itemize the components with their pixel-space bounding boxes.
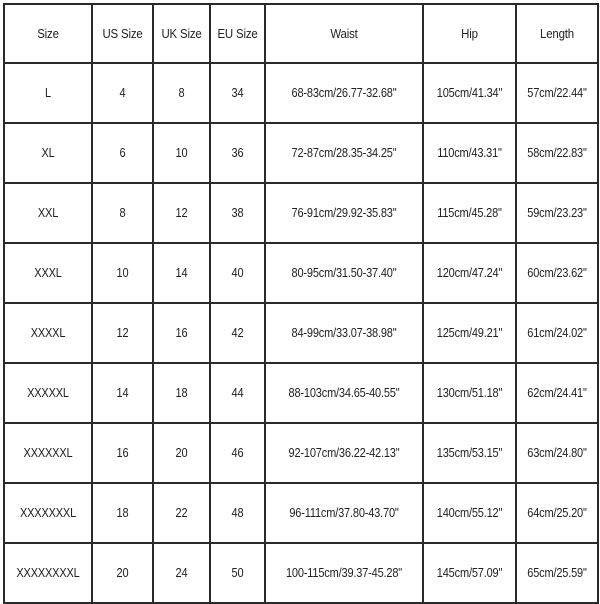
cell-length: 60cm/23.62"	[521, 243, 593, 303]
cell-hip: 110cm/43.31"	[429, 123, 511, 183]
cell-us-size: 20	[96, 543, 150, 603]
cell-waist: 96-111cm/37.80-43.70"	[274, 483, 413, 543]
header-length: Length	[521, 4, 593, 63]
table-header-row	[4, 4, 598, 63]
cell-length: 58cm/22.83"	[521, 123, 593, 183]
header-hip: Hip	[429, 4, 511, 63]
table-row	[4, 543, 598, 603]
table-row	[4, 63, 598, 123]
header-size: Size	[9, 4, 86, 63]
cell-eu-size: 38	[213, 183, 261, 243]
size-chart	[3, 3, 597, 597]
cell-uk-size: 10	[156, 123, 206, 183]
cell-length: 63cm/24.80"	[521, 423, 593, 483]
cell-uk-size: 16	[156, 303, 206, 363]
cell-length: 57cm/22.44"	[521, 63, 593, 123]
cell-us-size: 10	[96, 243, 150, 303]
header-uk-size: UK Size	[156, 4, 206, 63]
cell-size: XXXXXXXXL	[9, 543, 86, 603]
cell-uk-size: 12	[156, 183, 206, 243]
table-row	[4, 183, 598, 243]
cell-eu-size: 50	[213, 543, 261, 603]
cell-eu-size: 36	[213, 123, 261, 183]
cell-us-size: 12	[96, 303, 150, 363]
cell-hip: 140cm/55.12"	[429, 483, 511, 543]
cell-us-size: 18	[96, 483, 150, 543]
table-row	[4, 123, 598, 183]
cell-uk-size: 24	[156, 543, 206, 603]
cell-size: XXXXXXL	[9, 423, 86, 483]
cell-eu-size: 34	[213, 63, 261, 123]
cell-size: XL	[9, 123, 86, 183]
cell-size: L	[9, 63, 86, 123]
cell-waist: 80-95cm/31.50-37.40"	[274, 243, 413, 303]
cell-length: 64cm/25.20"	[521, 483, 593, 543]
cell-eu-size: 44	[213, 363, 261, 423]
header-eu-size: EU Size	[213, 4, 261, 63]
cell-length: 61cm/24.02"	[521, 303, 593, 363]
cell-size: XXXXXL	[9, 363, 86, 423]
table-row	[4, 243, 598, 303]
cell-waist: 88-103cm/34.65-40.55"	[274, 363, 413, 423]
cell-length: 65cm/25.59"	[521, 543, 593, 603]
cell-us-size: 8	[96, 183, 150, 243]
cell-waist: 68-83cm/26.77-32.68"	[274, 63, 413, 123]
cell-eu-size: 42	[213, 303, 261, 363]
cell-eu-size: 46	[213, 423, 261, 483]
table-row	[4, 423, 598, 483]
cell-length: 62cm/24.41"	[521, 363, 593, 423]
cell-eu-size: 48	[213, 483, 261, 543]
cell-uk-size: 8	[156, 63, 206, 123]
header-us-size: US Size	[96, 4, 150, 63]
cell-hip: 130cm/51.18"	[429, 363, 511, 423]
header-waist: Waist	[274, 4, 413, 63]
cell-length: 59cm/23.23"	[521, 183, 593, 243]
table-row	[4, 303, 598, 363]
table-row	[4, 363, 598, 423]
cell-size: XXXL	[9, 243, 86, 303]
cell-hip: 105cm/41.34"	[429, 63, 511, 123]
cell-size: XXL	[9, 183, 86, 243]
cell-us-size: 16	[96, 423, 150, 483]
cell-hip: 135cm/53.15"	[429, 423, 511, 483]
cell-waist: 84-99cm/33.07-38.98"	[274, 303, 413, 363]
cell-us-size: 4	[96, 63, 150, 123]
cell-hip: 145cm/57.09"	[429, 543, 511, 603]
cell-us-size: 14	[96, 363, 150, 423]
size-chart-table	[3, 3, 599, 604]
cell-size: XXXXXXXL	[9, 483, 86, 543]
cell-uk-size: 18	[156, 363, 206, 423]
cell-eu-size: 40	[213, 243, 261, 303]
cell-hip: 125cm/49.21"	[429, 303, 511, 363]
cell-waist: 76-91cm/29.92-35.83"	[274, 183, 413, 243]
cell-size: XXXXL	[9, 303, 86, 363]
cell-waist: 92-107cm/36.22-42.13"	[274, 423, 413, 483]
cell-uk-size: 20	[156, 423, 206, 483]
cell-us-size: 6	[96, 123, 150, 183]
cell-hip: 115cm/45.28"	[429, 183, 511, 243]
cell-waist: 72-87cm/28.35-34.25"	[274, 123, 413, 183]
table-row	[4, 483, 598, 543]
cell-uk-size: 14	[156, 243, 206, 303]
cell-waist: 100-115cm/39.37-45.28"	[274, 543, 413, 603]
cell-uk-size: 22	[156, 483, 206, 543]
cell-hip: 120cm/47.24"	[429, 243, 511, 303]
